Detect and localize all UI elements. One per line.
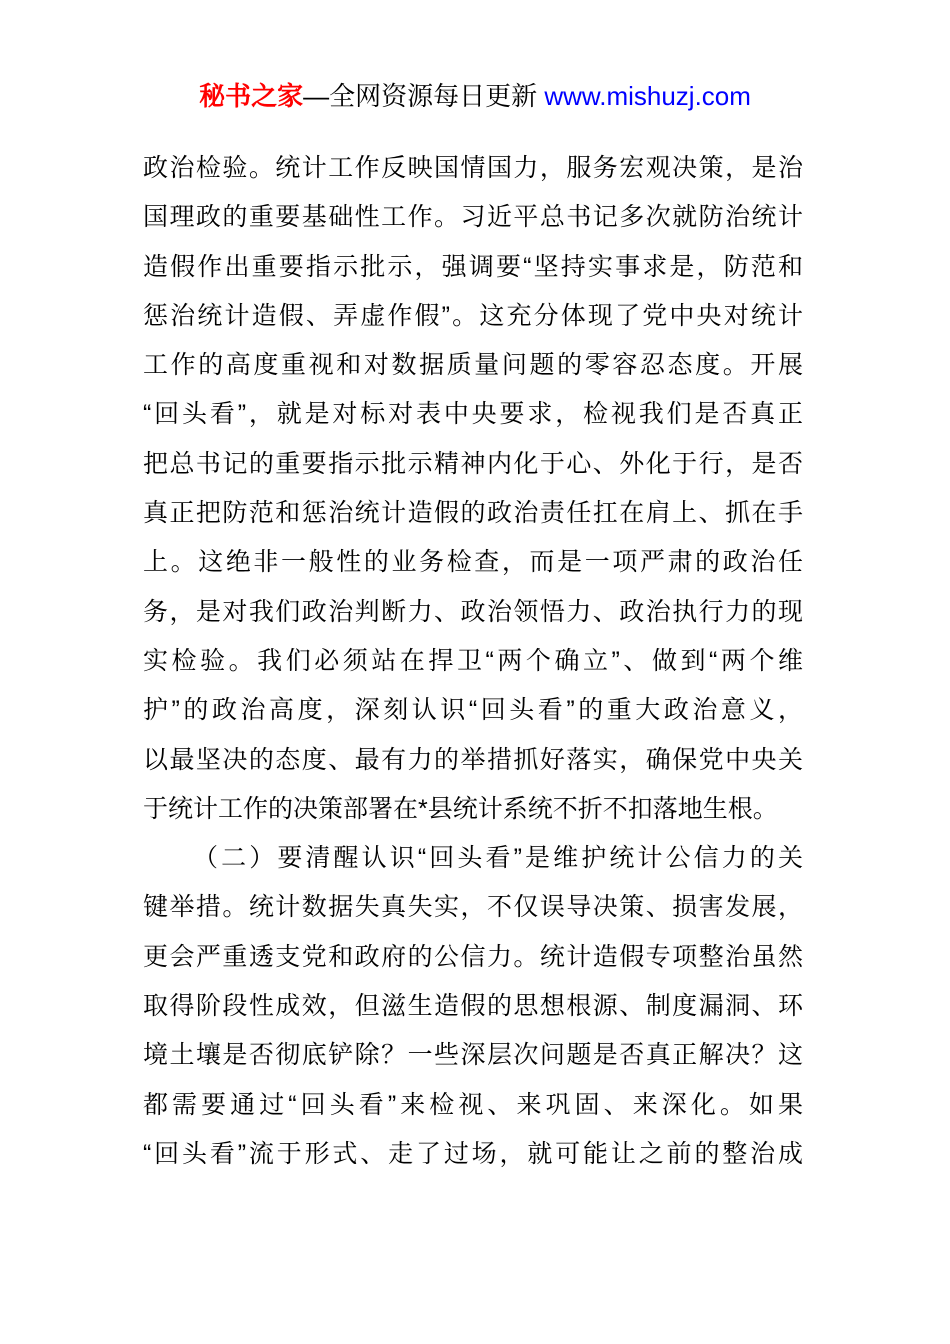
text-line: （二）要清醒认识“回头看”是维护统计公信力的关 bbox=[193, 844, 803, 873]
text-line: 把总书记的重要指示批示精神内化于心、外化于行，是否 bbox=[143, 449, 803, 478]
site-name: 秘书之家 bbox=[199, 81, 304, 111]
text-line: 以最坚决的态度、最有力的举措抓好落实，确保党中央关 bbox=[143, 745, 803, 774]
text-line: 境土壤是否彻底铲除？一些深层次问题是否真正解决？这 bbox=[143, 1041, 803, 1070]
text-line: 惩治统计造假、弄虚作假”。这充分体现了党中央对统计 bbox=[143, 301, 803, 330]
document-body bbox=[143, 144, 803, 1179]
text-line: “回头看”流于形式、走了过场，就可能让之前的整治成 bbox=[143, 1139, 803, 1168]
site-url-link[interactable]: www.mishuzj.com bbox=[544, 81, 751, 111]
text-line: 国理政的重要基础性工作。习近平总书记多次就防治统计 bbox=[143, 203, 803, 232]
text-line: 工作的高度重视和对数据质量问题的零容忍态度。开展 bbox=[143, 351, 803, 380]
site-header bbox=[0, 76, 950, 116]
text-line: 实检验。我们必须站在捍卫“两个确立”、做到“两个维 bbox=[143, 646, 803, 675]
text-line: 更会严重透支党和政府的公信力。统计造假专项整治虽然 bbox=[143, 942, 803, 971]
paragraph bbox=[143, 144, 803, 834]
text-line: 取得阶段性成效，但滋生造假的思想根源、制度漏洞、环 bbox=[143, 992, 803, 1021]
text-line: 真正把防范和惩治统计造假的政治责任扛在肩上、抓在手 bbox=[143, 499, 803, 528]
text-line: 上。这绝非一般性的业务检查，而是一项严肃的政治任 bbox=[143, 548, 803, 577]
text-line: 于统计工作的决策部署在*县统计系统不折不扣落地生根。 bbox=[143, 794, 778, 823]
paragraph bbox=[143, 834, 803, 1179]
text-line: 务，是对我们政治判断力、政治领悟力、政治执行力的现 bbox=[143, 597, 803, 626]
text-line: 都需要通过“回头看”来检视、来巩固、来深化。如果 bbox=[143, 1090, 803, 1119]
text-line: “回头看”，就是对标对表中央要求，检视我们是否真正 bbox=[143, 400, 803, 429]
text-line: 护”的政治高度，深刻认识“回头看”的重大政治意义， bbox=[143, 696, 803, 725]
text-line: 造假作出重要指示批示，强调要“坚持实事求是，防范和 bbox=[143, 252, 803, 281]
text-line: 政治检验。统计工作反映国情国力，服务宏观决策，是治 bbox=[143, 154, 803, 182]
text-line: 键举措。统计数据失真失实，不仅误导决策、损害发展， bbox=[143, 893, 803, 922]
header-tagline: —全网资源每日更新 bbox=[303, 81, 545, 111]
